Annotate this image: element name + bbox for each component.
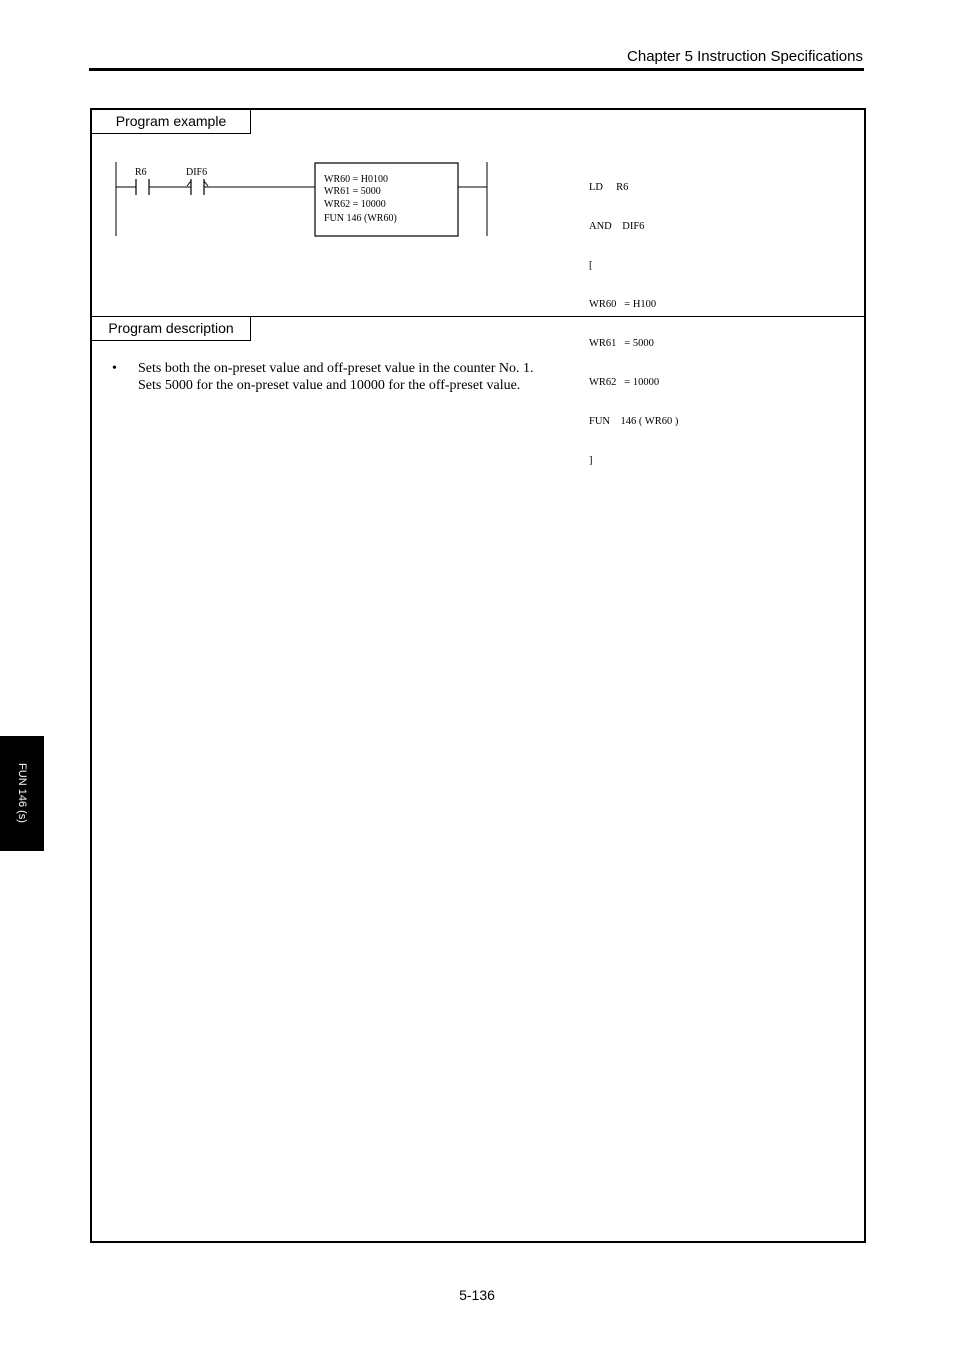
mnemonic-line: WR60 = H100 bbox=[589, 299, 657, 310]
ladder-diagram bbox=[92, 110, 864, 316]
contact-r6-label: R6 bbox=[135, 167, 147, 178]
mnemonic-line: WR61 = 5000 bbox=[589, 338, 654, 349]
side-tab-label: FUN 146 (s) bbox=[16, 763, 28, 823]
mnemonic-line: LD R6 bbox=[589, 182, 629, 193]
mnemonic-line: [ bbox=[589, 260, 593, 271]
contact-dif6-label: DIF6 bbox=[186, 167, 208, 178]
content-frame bbox=[90, 108, 866, 1243]
box-line-1: WR60 = H0100 bbox=[324, 174, 388, 185]
side-tab bbox=[0, 736, 44, 851]
mnemonic-line: FUN 146 ( WR60 ) bbox=[589, 416, 679, 427]
contact-r6 bbox=[136, 179, 149, 195]
bullet-icon: • bbox=[112, 361, 117, 376]
description-line-1: Sets both the on-preset value and off-preset value in the counter No. 1. bbox=[138, 361, 534, 376]
description-line-2: Sets 5000 for the on-preset value and 10000 for the off-preset value. bbox=[138, 378, 521, 393]
box-line-3: WR62 = 10000 bbox=[324, 199, 386, 210]
program-description-label: Program description bbox=[92, 317, 251, 341]
header-rule bbox=[89, 68, 864, 71]
mnemonic-listing bbox=[589, 155, 678, 493]
mnemonic-line: ] bbox=[589, 455, 593, 466]
mnemonic-line: WR62 = 10000 bbox=[589, 377, 660, 388]
mnemonic-line: AND DIF6 bbox=[589, 221, 645, 232]
program-example-label: Program example bbox=[92, 110, 251, 134]
page-number: 5-136 bbox=[459, 1287, 495, 1303]
box-line-4: FUN 146 (WR60) bbox=[324, 213, 397, 224]
program-description bbox=[112, 360, 812, 394]
box-line-2: WR61 = 5000 bbox=[324, 186, 381, 197]
chapter-title: Chapter 5 Instruction Specifications bbox=[627, 48, 863, 65]
